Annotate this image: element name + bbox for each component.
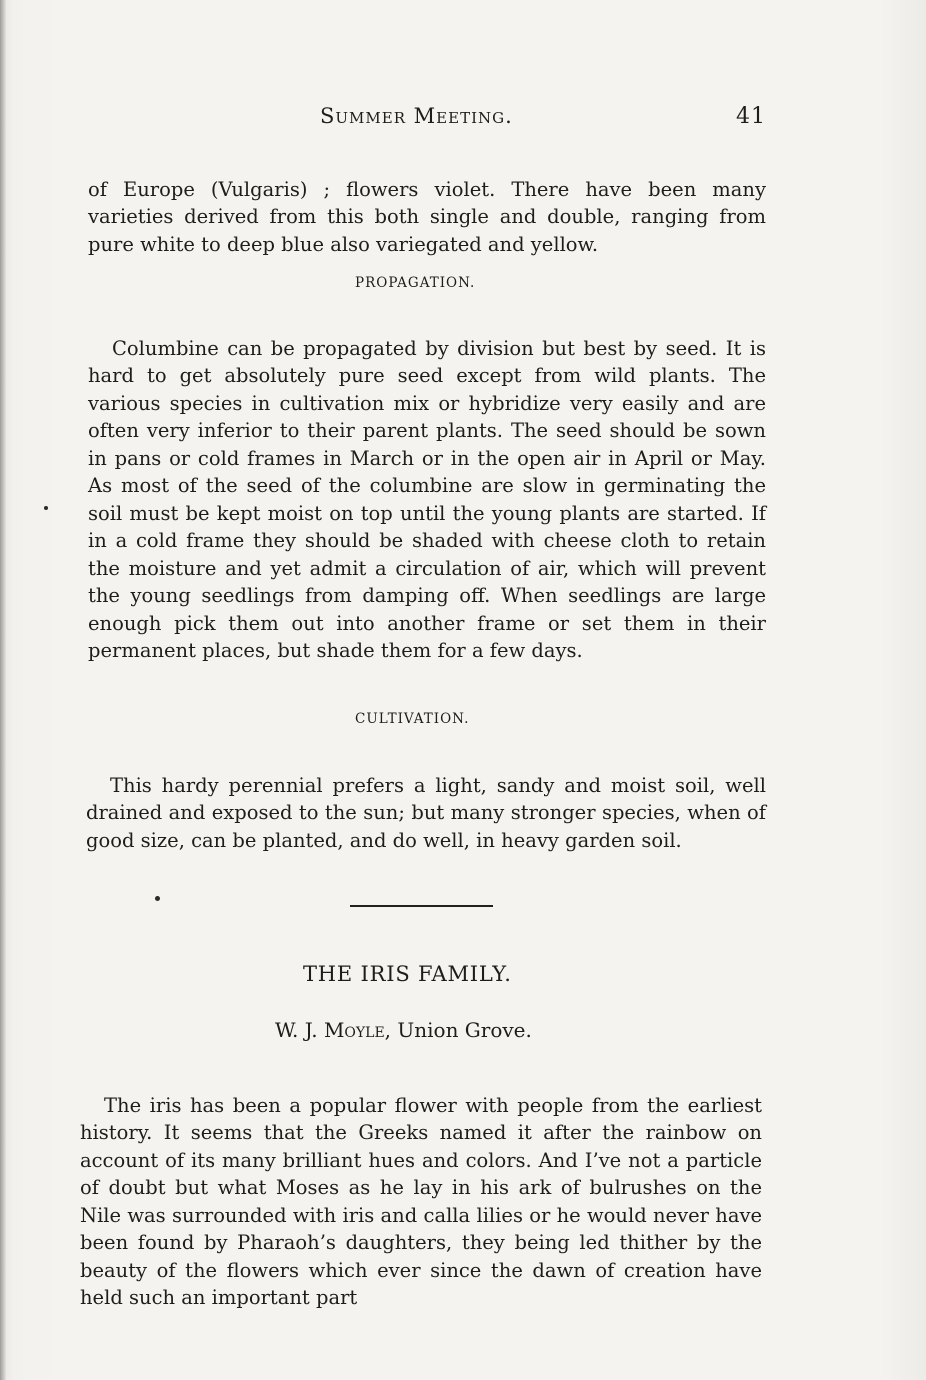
author-location: Union Grove.	[397, 1018, 532, 1042]
article-title: THE IRIS FAMILY.	[303, 962, 512, 986]
cultivation-heading: CULTIVATION.	[355, 711, 470, 727]
iris-paragraph: The iris has been a popular flower with people from the earliest history. It seems that the Greeks named it after the rainbow on account of its many brilliant hues and colors. And I’ve not a particle of doubt but what Moses as he lay in his ark of bulrushes on the Nile was surrounded with iris and calla lilies or he would never have been found by Pharaoh’s daughters, they being led thither by the beauty of the flowers which ever since the dawn of creation have held such an important part	[80, 1093, 762, 1309]
intro-paragraph: of Europe (Vulgaris) ; flowers violet. There have been many varieties derived from this both single and double, ranging from pure white to deep blue also variegated and yellow.	[88, 177, 766, 256]
running-title: Summer Meeting.	[320, 104, 513, 128]
propagation-heading: PROPAGATION.	[355, 275, 476, 291]
section-divider	[350, 905, 493, 907]
propagation-paragraph: Columbine can be propagated by division but best by seed. It is hard to get absolutely pure seed except from wild plants. The various species in cultivation mix or hybridize very easily and are often very inferior to their parent plants. The seed should be sown in pans or cold frames in March or in the open air in April or May. As most of the seed of the columbine are slow in germinating the soil must be kept moist on top until the young plants are started. If in a cold frame they should be shaded with cheese cloth to retain the moisture and yet admit a circulation of air, which will prevent the young seedlings from damping off. When seedlings are large enough pick them out into another frame or set them in their permanent places, but shade them for a few days.	[88, 336, 766, 662]
ink-speck	[155, 896, 160, 901]
ink-speck	[44, 506, 48, 510]
page-number: 41	[736, 104, 766, 129]
running-head	[88, 104, 766, 136]
author-name: W. J. Moyle,	[275, 1018, 392, 1042]
author-line	[275, 1018, 532, 1042]
cultivation-paragraph: This hardy perennial prefers a light, sandy and moist soil, well drained and exposed to the sun; but many stronger species, when of good size, can be planted, and do well, in heavy garden soil.	[86, 773, 766, 852]
page-edge-shadow	[0, 0, 6, 1380]
